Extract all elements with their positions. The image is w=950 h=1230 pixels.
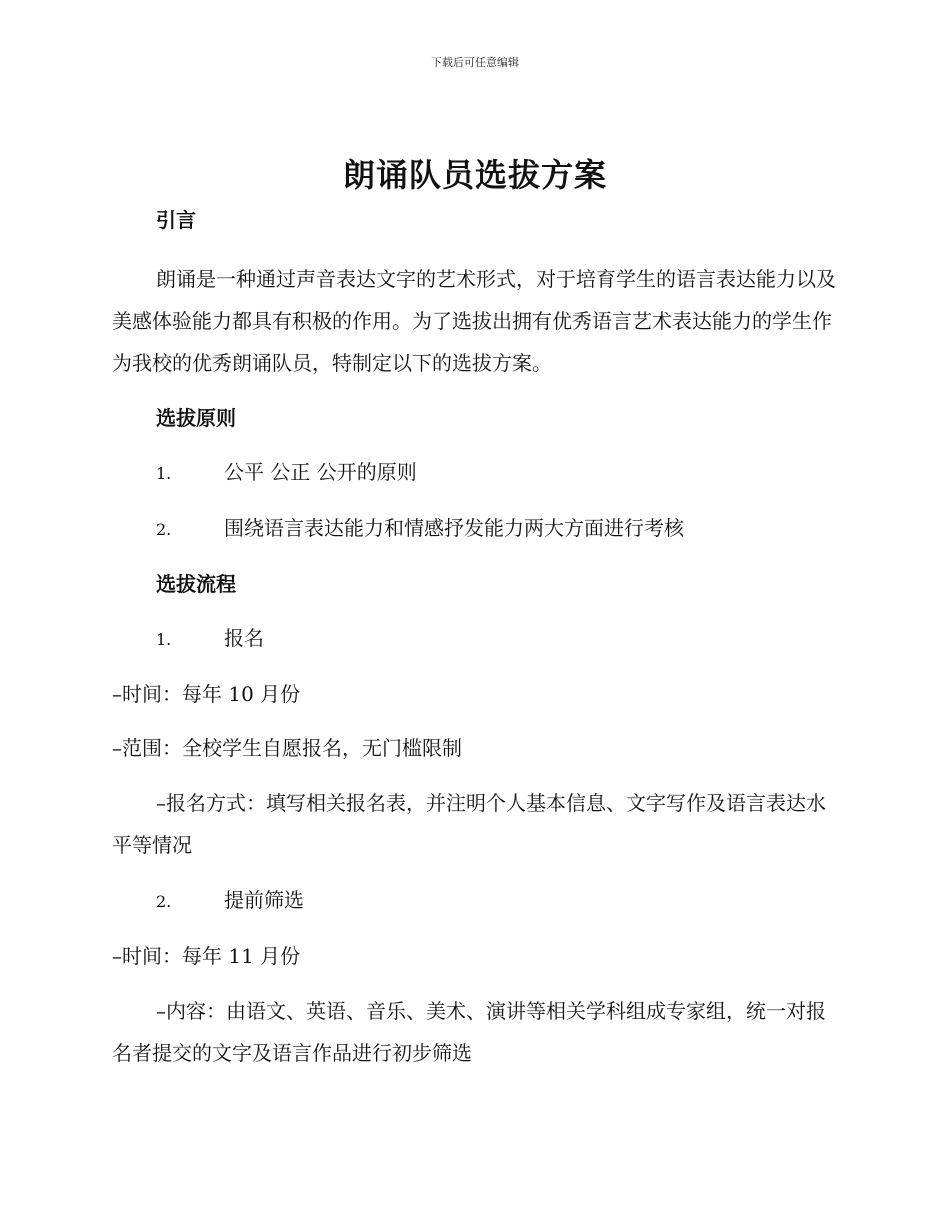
list-item bbox=[156, 884, 838, 918]
step2-content: –内容：由语文、英语、音乐、美术、演讲等相关学科组成专家组，统一对报名者提交的文字及语言作品进行初步筛选 bbox=[112, 999, 826, 1065]
section-heading-process: 选拔流程 bbox=[156, 572, 236, 596]
step1-time: –时间：每年 10 月份 bbox=[112, 682, 301, 706]
intro-paragraph: 朗诵是一种通过声音表达文字的艺术形式，对于培育学生的语言表达能力以及美感体验能力都具有积极的作用。为了选拔出拥有优秀语言艺术表达能力的学生作为我校的优秀朗诵队员，特制定以下的选拔方案。 bbox=[112, 267, 836, 375]
list-text: 提前筛选 bbox=[224, 888, 304, 912]
step1-scope: –范围：全校学生自愿报名，无门槛限制 bbox=[112, 736, 462, 760]
list-number: 2. bbox=[156, 520, 172, 539]
document-title: 朗诵队员选拔方案 bbox=[342, 156, 607, 194]
list-number: 1. bbox=[156, 630, 172, 649]
document-body bbox=[112, 204, 838, 1074]
section-heading-intro: 引言 bbox=[156, 208, 196, 232]
step2-time: –时间：每年 11 月份 bbox=[112, 944, 301, 968]
list-item bbox=[156, 622, 838, 656]
header-note: 下载后可任意编辑 bbox=[431, 56, 519, 69]
list-text: 公平 公正 公开的原则 bbox=[224, 460, 417, 484]
list-number: 2. bbox=[156, 892, 172, 911]
list-text: 报名 bbox=[224, 626, 264, 650]
section-heading-principles: 选拔原则 bbox=[156, 406, 236, 430]
list-text: 围绕语言表达能力和情感抒发能力两大方面进行考核 bbox=[224, 516, 684, 540]
list-item bbox=[156, 512, 838, 546]
list-number: 1. bbox=[156, 464, 172, 483]
step1-method: –报名方式：填写相关报名表，并注明个人基本信息、文字写作及语言表达水平等情况 bbox=[112, 791, 826, 857]
list-item bbox=[156, 456, 838, 490]
